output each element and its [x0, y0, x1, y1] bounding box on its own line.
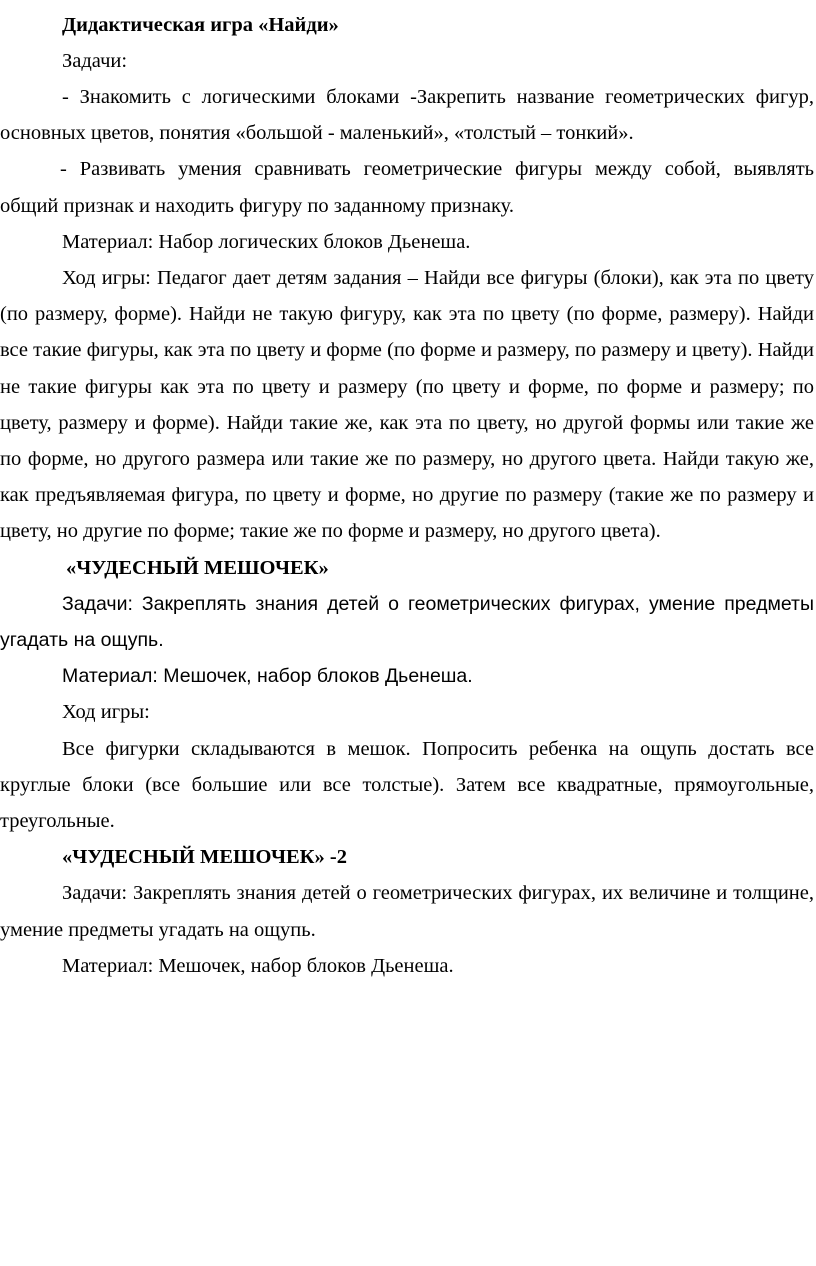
game1-task1: - Знакомить с логическими блоками -Закрепить название геометрических фигур, основных цветов, понятия «большой - маленький», «толстый – тонкий».	[0, 85, 814, 145]
game1-title: Дидактическая игра «Найди»	[62, 13, 339, 36]
game3-title: «ЧУДЕСНЫЙ МЕШОЧЕК» -2	[62, 846, 347, 869]
game2-tasks: Задачи: Закреплять знания детей о геометрических фигурах, умение предметы угадать на ощупь.	[0, 592, 814, 651]
game3-tasks: Задачи: Закреплять знания детей о геометрических фигурах, их величине и толщине, умение предметы угадать на ощупь.	[0, 882, 814, 941]
game2-procedure-label: Ход игры:	[62, 701, 150, 724]
game3-material: Материал: Мешочек, набор блоков Дьенеша.	[62, 954, 454, 977]
game2-material: Материал: Мешочек, набор блоков Дьенеша.	[62, 665, 473, 688]
game1-material: Материал: Набор логических блоков Дьенеша.	[62, 230, 471, 253]
game2-title: «ЧУДЕСНЫЙ МЕШОЧЕК»	[66, 556, 329, 579]
game1-procedure: Ход игры: Педагог дает детям задания – Найди все фигуры (блоки), как эта по цвету (по размеру, форме). Найди не такую фигуру, как эта по цвету (по форме, размеру). Найди все такие фигуры, как эта по цвету и форме (по форме и размеру, по размеру и цвету). Найди не такие фигуры как эта по цвету и размеру (по цвету и форме, по форме и размеру; по цвету, размеру и форме). Найди такие же, как эта по цвету, но другой формы или такие же по форме, но другого размера или такие же по размеру, но другого цвета. Найди такую же, как предъявляемая фигура, по цвету и форме, но другие по размеру (такие же по размеру и цвету, но другие по форме; такие же по форме и размеру, но другого цвета).	[0, 266, 814, 543]
game2-procedure: Все фигурки складываются в мешок. Попросить ребенка на ощупь достать все круглые блоки (все большие или все толстые). Затем все квадратные, прямоугольные, треугольные.	[0, 737, 814, 832]
game1-task2: - Развивать умения сравнивать геометрические фигуры между собой, выявлять общий признак и находить фигуру по заданному признаку.	[0, 158, 814, 217]
game1-tasks-label: Задачи:	[62, 49, 128, 72]
